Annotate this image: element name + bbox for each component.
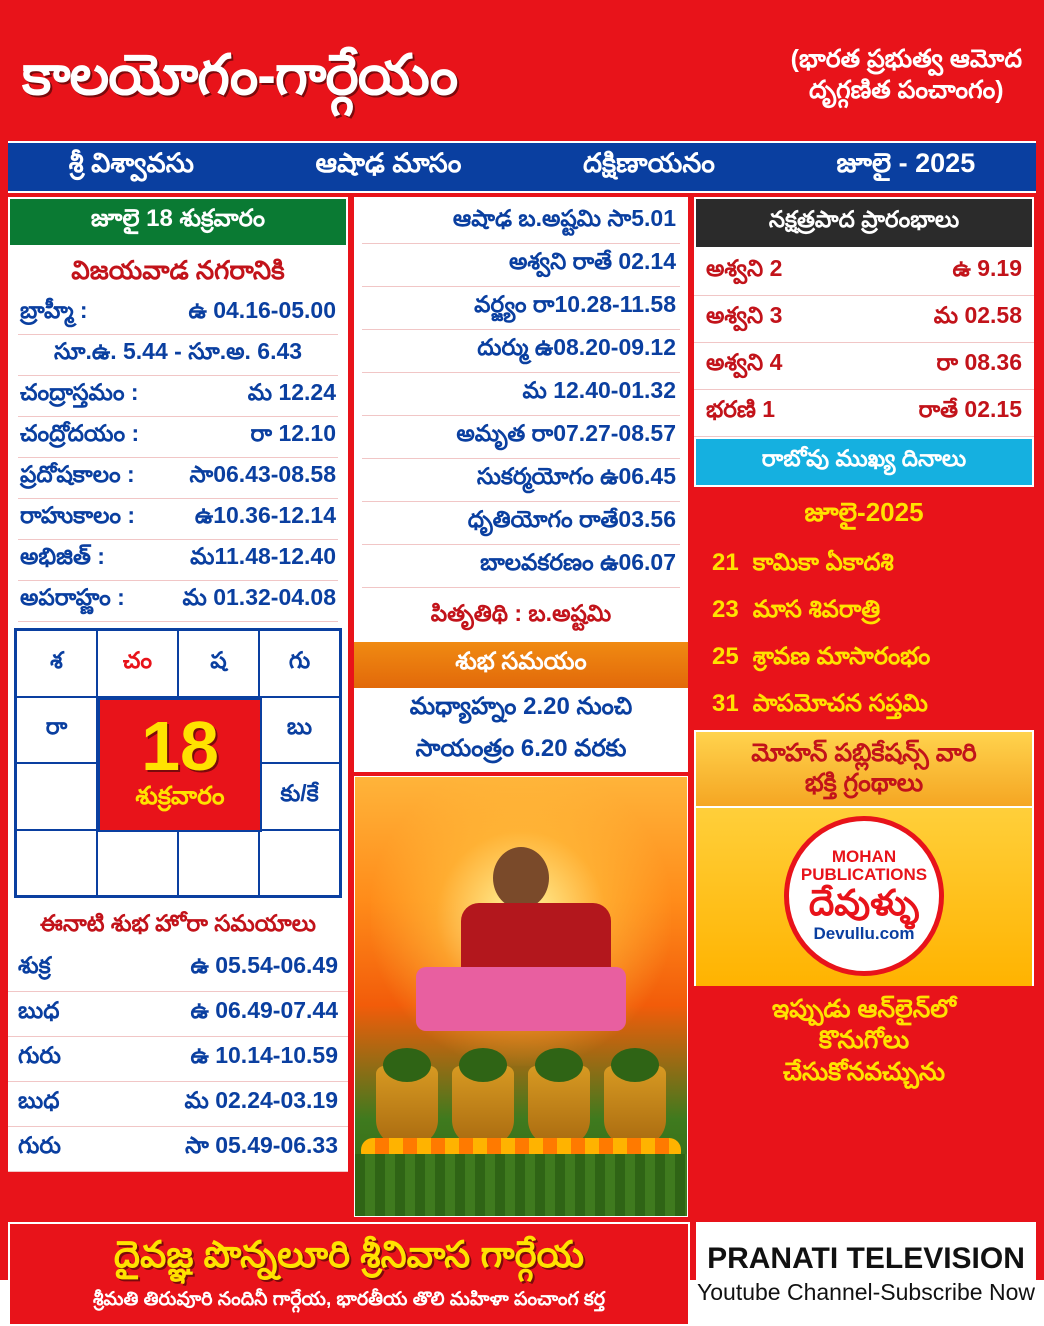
tv-channel-subtitle: Youtube Channel-Subscribe Now xyxy=(697,1279,1035,1305)
logo-line3: దేవుళ్ళు xyxy=(808,882,920,924)
logo-line1: MOHAN xyxy=(831,846,897,866)
nakshatra-row xyxy=(694,390,1034,437)
grid-cell: చం xyxy=(97,630,178,697)
timing-label: చంద్రాస్తమం : xyxy=(20,379,139,405)
planet-grid-wrapper xyxy=(8,624,348,904)
hora-row xyxy=(8,992,348,1037)
timing-row xyxy=(18,335,338,376)
timing-label: సూ.ఉ. 5.44 - సూ.అ. 6.43 xyxy=(53,338,303,364)
date-heading: జూలై 18 శుక్రవారం xyxy=(8,197,348,247)
auspicious-time-heading: శుభ సమయం xyxy=(354,642,688,688)
day-number: 18 xyxy=(141,707,219,786)
priest-figure xyxy=(461,847,581,977)
publisher-ad-heading[interactable] xyxy=(694,730,1034,808)
hora-row xyxy=(8,1127,348,1172)
tithi-row: ఆషాఢ బ.అష్టమి సా5.01 xyxy=(362,201,680,244)
nakshatra-row xyxy=(694,343,1034,390)
author-subtitle: శ్రీమతి తిరువూరి నందినీ గార్గేయ, భారతీయ తొలి మహిళా పంచాంగ కర్త xyxy=(92,1288,606,1310)
nakshatra-time: రా 08.36 xyxy=(936,349,1022,375)
grid-cell: శ xyxy=(16,630,97,697)
nakshatra-row xyxy=(694,296,1034,343)
big-day-box xyxy=(98,698,262,832)
middle-column xyxy=(354,197,688,1217)
author-block xyxy=(8,1222,690,1326)
upcoming-day: 25 xyxy=(712,643,739,670)
timings-panel xyxy=(8,247,348,624)
logo-line2: PUBLICATIONS xyxy=(800,864,928,884)
nakshatra-name: అశ్వని 2 xyxy=(706,255,783,281)
header-subtitle xyxy=(781,44,1022,107)
ritual-photo xyxy=(354,776,688,1217)
upcoming-row xyxy=(694,683,1034,730)
hora-row xyxy=(8,1037,348,1082)
timing-value: మ 12.24 xyxy=(247,379,336,405)
upcoming-day: 21 xyxy=(712,549,739,576)
upcoming-text: పాపమోచన సప్తమి xyxy=(752,690,928,717)
grid-cell xyxy=(259,830,340,897)
hora-label: శుక్ర xyxy=(18,952,51,978)
month-year-label: జూలై - 2025 xyxy=(836,148,976,178)
timing-value: సా06.43-08.58 xyxy=(189,461,336,487)
hora-heading: ఈనాటి శుభ హోరా సమయాలు xyxy=(8,904,348,947)
nakshatra-row xyxy=(694,249,1034,296)
nakshatra-time: మ 02.58 xyxy=(933,302,1022,328)
hora-value: ఉ 06.49-07.44 xyxy=(190,997,338,1023)
timing-row xyxy=(18,294,338,335)
nakshatra-name: అశ్వని 3 xyxy=(706,302,783,328)
tithi-row: వర్జ్యం రా10.28-11.58 xyxy=(362,287,680,330)
grid-cell: బు xyxy=(259,697,340,764)
tithi-panel xyxy=(354,197,688,590)
city-label: విజయవాడ నగరానికి xyxy=(71,255,285,285)
auspicious-time-line: సాయంత్రం 6.20 వరకు xyxy=(354,730,688,772)
timing-label: అపరాహ్ణం : xyxy=(20,584,125,610)
hora-value: మ 02.24-03.19 xyxy=(184,1087,338,1113)
upcoming-month: జూలై-2025 xyxy=(804,497,924,527)
upcoming-row xyxy=(694,636,1034,683)
kalasha xyxy=(376,1066,438,1146)
tithi-row: బాలవకరణం ఉ06.07 xyxy=(362,545,680,588)
hora-value: ఉ 10.14-10.59 xyxy=(190,1042,338,1068)
priest-head xyxy=(493,847,549,909)
online-line1: ఇప్పుడు ఆన్‌లైన్‌లో xyxy=(771,995,957,1023)
hora-value: ఉ 05.54-06.49 xyxy=(190,952,338,978)
grid-cell: రా xyxy=(16,697,97,764)
grid-cell xyxy=(16,763,97,830)
main-columns xyxy=(8,197,1036,1217)
header-subtitle-line2: దృగ్గణిత పంచాంగం) xyxy=(809,76,1004,104)
nakshatra-time: ఉ 9.19 xyxy=(952,255,1022,281)
nakshatra-heading: నక్షత్రపాద ప్రారంభాలు xyxy=(694,197,1034,249)
tithi-row: దుర్ము ఉ08.20-09.12 xyxy=(362,330,680,373)
hora-label: గురు xyxy=(18,1042,61,1068)
upcoming-text: మాస శివరాత్రి xyxy=(752,596,881,623)
upcoming-heading: రాబోవు ముఖ్య దినాలు xyxy=(694,437,1034,487)
tithi-row: అమృత రా07.27-08.57 xyxy=(362,416,680,459)
nakshatra-name: అశ్వని 4 xyxy=(706,349,783,375)
timing-label: అభిజిత్ : xyxy=(20,543,105,569)
hora-label: బుధ xyxy=(18,1087,60,1113)
timing-row xyxy=(18,417,338,458)
upcoming-day: 31 xyxy=(712,690,739,717)
upcoming-row xyxy=(694,589,1034,636)
kalasha xyxy=(528,1066,590,1146)
tithi-row: అశ్వని రాతే 02.14 xyxy=(362,244,680,287)
upcoming-row xyxy=(694,542,1034,589)
tithi-row: సుకర్మయోగం ఉ06.45 xyxy=(362,459,680,502)
hora-value: సా 05.49-06.33 xyxy=(185,1132,338,1158)
grid-cell: ష xyxy=(178,630,259,697)
upcoming-day: 23 xyxy=(712,596,739,623)
tv-channel-block[interactable] xyxy=(696,1222,1036,1326)
timing-value: ఉ10.36-12.14 xyxy=(194,502,336,528)
planet-chart xyxy=(14,628,342,898)
timing-row xyxy=(18,540,338,581)
timing-row xyxy=(18,581,338,622)
grid-cell xyxy=(178,830,259,897)
online-line3: చేసుకోనవచ్చును xyxy=(782,1057,946,1086)
grid-cell: కు/కే xyxy=(259,763,340,830)
right-column xyxy=(694,197,1034,1217)
upcoming-text: శ్రావణ మాసారంభం xyxy=(752,643,931,670)
author-name: దైవజ్ఞ పొన్నలూరి శ్రీనివాస గార్గేయ xyxy=(113,1233,585,1275)
hora-label: గురు xyxy=(18,1132,61,1158)
page-header xyxy=(8,8,1036,138)
page-title: కాలయోగం-గార్గేయం xyxy=(22,42,458,106)
page-footer xyxy=(8,1222,1036,1326)
publisher-ad-line2: భక్తి గ్రంథాలు xyxy=(804,769,924,797)
grid-cell xyxy=(16,830,97,897)
timing-label: రాహుకాలం : xyxy=(20,502,136,528)
pitru-tithi: పితృతిథి : బ.అష్టమి xyxy=(354,590,688,642)
masam-label: ఆషాఢ మాసం xyxy=(315,148,462,178)
kalasha xyxy=(452,1066,514,1146)
timing-value: రా 12.10 xyxy=(250,420,336,446)
grass-base xyxy=(355,1154,687,1216)
online-purchase-text xyxy=(694,986,1034,1094)
timing-value: మ11.48-12.40 xyxy=(190,543,336,569)
kalasha xyxy=(604,1066,666,1146)
timing-row xyxy=(18,458,338,499)
timing-value: ఉ 04.16-05.00 xyxy=(188,297,336,323)
kalasha-row xyxy=(355,1066,687,1146)
mohan-publications-logo xyxy=(784,816,944,976)
nakshatra-name: భరణి 1 xyxy=(706,396,776,422)
publisher-ad-line1: మోహన్ పబ్లికేషన్స్ వారి xyxy=(751,739,977,767)
hora-label: బుధ xyxy=(18,997,60,1023)
timing-row xyxy=(18,499,338,540)
timing-label: ప్రదోషకాలం : xyxy=(20,461,135,487)
grid-cell: గు xyxy=(259,630,340,697)
grid-cell xyxy=(97,830,178,897)
almanac-summary-bar xyxy=(8,141,1036,193)
hora-row xyxy=(8,1082,348,1127)
ayanam-label: దక్షిణాయనం xyxy=(583,148,715,178)
samvatsara-label: శ్రీ విశ్వావసు xyxy=(68,148,194,178)
left-column xyxy=(8,197,348,1217)
hora-row xyxy=(8,947,348,992)
timing-row xyxy=(18,376,338,417)
nakshatra-time: రాతే 02.15 xyxy=(918,396,1022,422)
day-name: శుక్రవారం xyxy=(135,781,225,810)
auspicious-time-line: మధ్యాహ్నం 2.20 నుంచి xyxy=(354,688,688,730)
tithi-row: మ 12.40-01.32 xyxy=(362,373,680,416)
timing-label: చంద్రోదయం : xyxy=(20,420,140,446)
online-line2: కొనుగోలు xyxy=(818,1026,910,1055)
upcoming-text: కామికా ఏకాదశి xyxy=(752,549,894,576)
timing-value: మ 01.32-04.08 xyxy=(182,584,336,610)
tithi-row: ధృతియోగం రాతే03.56 xyxy=(362,502,680,545)
logo-line4: Devullu.com xyxy=(813,924,915,944)
publisher-logo-box[interactable] xyxy=(694,808,1034,986)
tv-channel-name: PRANATI TELEVISION xyxy=(707,1242,1025,1275)
priest-dhoti xyxy=(416,967,626,1031)
header-subtitle-line1: (భారత ప్రభుత్వ ఆమోద xyxy=(790,44,1022,73)
timing-label: బ్రాహ్మీ : xyxy=(20,297,88,323)
